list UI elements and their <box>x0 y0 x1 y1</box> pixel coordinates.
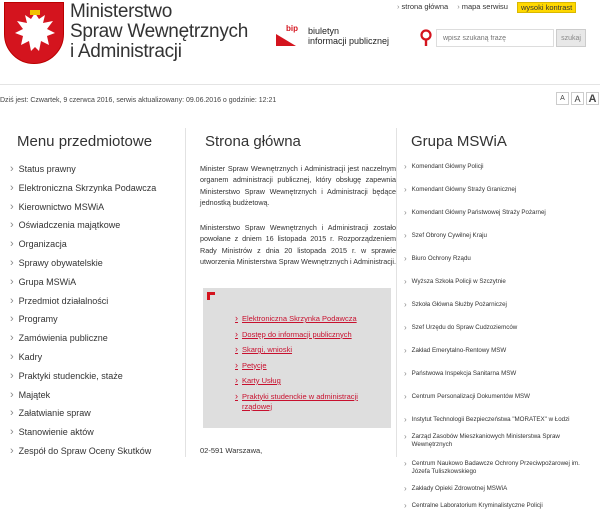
group-item-line: Centrum Naukowo Badawcze Ochrony Przeciwpożarowej im. <box>411 460 580 467</box>
search-icon <box>418 29 434 47</box>
column-divider <box>396 128 397 457</box>
group-item[interactable]: › Państwowa Inspekcja Sanitarna MSW <box>404 370 600 393</box>
menu-item[interactable]: › Organizacja <box>10 239 156 258</box>
bip-logo-icon <box>276 26 302 46</box>
subject-menu <box>10 164 156 465</box>
group-item[interactable]: › Centralne Laboratorium Kryminalistyczne Policji <box>404 502 600 516</box>
font-size-medium-button[interactable]: A <box>571 92 584 105</box>
ministry-title-line: i Administracji <box>70 41 182 62</box>
quick-link-line: rządowej <box>242 401 273 411</box>
corner-mark-icon <box>207 292 215 300</box>
group-item[interactable]: › Szef Urzędu do Spraw Cudzoziemców <box>404 324 600 347</box>
polish-eagle-emblem-icon[interactable] <box>4 2 64 64</box>
history-paragraph: Ministerstwo Spraw Wewnętrznych i Administracji zostało powołane z dniem 16 listopada 2015 r. Rozporządzeniem Rady Ministrów z dnia 20 listopada 2015 r. w sprawie utworzenia Ministerstwa Spraw Wewnętrznych i Administracji. <box>200 223 396 266</box>
ministry-title-line: Spraw Wewnętrznych <box>70 21 248 42</box>
quick-link[interactable]: › Petycje <box>235 361 358 377</box>
address: 02-591 Warszawa, <box>200 446 263 455</box>
font-size-large-button[interactable]: A <box>586 92 599 105</box>
menu-item[interactable]: › Grupa MSWiA <box>10 277 156 296</box>
menu-item[interactable]: › Zespół do Spraw Oceny Skutków <box>10 446 156 465</box>
group-item[interactable]: › Szef Obrony Cywilnej Kraju <box>404 232 600 255</box>
font-size-controls <box>556 92 599 105</box>
bip-logo-text: bip <box>286 24 298 33</box>
header-divider <box>0 84 600 85</box>
menu-title: Menu przedmiotowe <box>17 133 153 150</box>
search-button[interactable]: szukaj <box>556 29 586 47</box>
quick-link[interactable]: › Elektroniczna Skrzynka Podawcza <box>235 314 358 330</box>
date-bar: Dziś jest: Czwartek, 9 czerwca 2016, serwis aktualizowany: 09.06.2016 o godzinie: 12:21 <box>0 97 277 104</box>
menu-item[interactable]: › Zamówienia publiczne <box>10 333 156 352</box>
group-item[interactable] <box>404 433 600 460</box>
menu-item[interactable]: › Kadry <box>10 352 156 371</box>
sitemap-link[interactable]: › mapa serwisu <box>457 2 508 13</box>
group-item[interactable]: › Komendant Główny Państwowej Straży Pożarnej <box>404 209 600 232</box>
high-contrast-button[interactable]: wysoki kontrast <box>517 2 576 13</box>
menu-item[interactable]: › Stanowienie aktów <box>10 427 156 446</box>
group-item[interactable]: › Centrum Personalizacji Dokumentów MSW <box>404 393 600 416</box>
menu-item[interactable]: › Przedmiot działalności <box>10 296 156 315</box>
menu-item[interactable]: › Status prawny <box>10 164 156 183</box>
menu-item[interactable]: › Elektroniczna Skrzynka Podawcza <box>10 183 156 202</box>
group-item[interactable]: › Wyższa Szkoła Policji w Szczytnie <box>404 278 600 301</box>
top-links <box>397 2 576 13</box>
quick-link[interactable] <box>235 391 358 411</box>
bip-link[interactable] <box>276 26 389 46</box>
group-item[interactable] <box>404 460 600 485</box>
menu-item[interactable]: › Oświadczenia majątkowe <box>10 220 156 239</box>
group-item[interactable]: › Instytut Technologii Bezpieczeństwa "MORATEX" w Łodzi <box>404 416 600 433</box>
main-title: Strona główna <box>205 133 301 150</box>
column-divider <box>185 128 186 457</box>
group-item-line: Wewnętrznych <box>411 441 453 448</box>
menu-item[interactable]: › Praktyki studenckie, staże <box>10 371 156 390</box>
quick-link-line: Praktyki studenckie w administracji <box>242 391 358 401</box>
menu-item[interactable]: › Programy <box>10 314 156 333</box>
group-title: Grupa MSWiA <box>411 133 507 150</box>
quick-link[interactable]: › Dostęp do informacji publicznych <box>235 330 358 346</box>
ministry-title-line: Ministerstwo <box>70 1 172 22</box>
home-link[interactable]: › strona główna <box>397 2 448 13</box>
menu-item[interactable]: › Majątek <box>10 390 156 409</box>
intro-paragraph: Minister Spraw Wewnętrznych i Administracji jest naczelnym organem administracji publicznej, który obsługę zapewnia Ministerstwo Spraw Wewnętrznych i Administracji będące jednostką budżetową. <box>200 164 396 207</box>
group-item[interactable]: › Komendant Główny Straży Granicznej <box>404 186 600 209</box>
font-size-small-button[interactable]: A <box>556 92 569 105</box>
group-item[interactable]: › Komendant Główny Policji <box>404 163 600 186</box>
search-bar <box>418 27 589 49</box>
header <box>0 0 600 84</box>
quick-links-list <box>235 314 358 411</box>
group-item[interactable]: › Biuro Ochrony Rządu <box>404 255 600 278</box>
group-item[interactable]: › Zakład Emerytalno-Rentowy MSW <box>404 347 600 370</box>
quick-link[interactable]: › Karty Usług <box>235 376 358 392</box>
quick-link[interactable]: › Skargi, wnioski <box>235 345 358 361</box>
group-item-line: Zarząd Zasobów Mieszkaniowych Ministerstwa Spraw <box>411 433 560 440</box>
bip-label-line: informacji publicznej <box>308 36 390 46</box>
bip-label-line: biuletyn <box>308 26 340 36</box>
group-list <box>404 163 600 516</box>
group-item-line: Józefa Tuliszkowskiego <box>411 468 477 475</box>
group-item[interactable]: › Szkoła Główna Służby Pożarniczej <box>404 301 600 324</box>
search-input[interactable] <box>436 29 554 47</box>
menu-item[interactable]: › Kierownictwo MSWiA <box>10 202 156 221</box>
group-item[interactable]: › Zakłady Opieki Zdrowotnej MSWiA <box>404 485 600 502</box>
menu-item[interactable]: › Załatwianie spraw <box>10 408 156 427</box>
menu-item[interactable]: › Sprawy obywatelskie <box>10 258 156 277</box>
ministry-title[interactable] <box>70 2 248 62</box>
